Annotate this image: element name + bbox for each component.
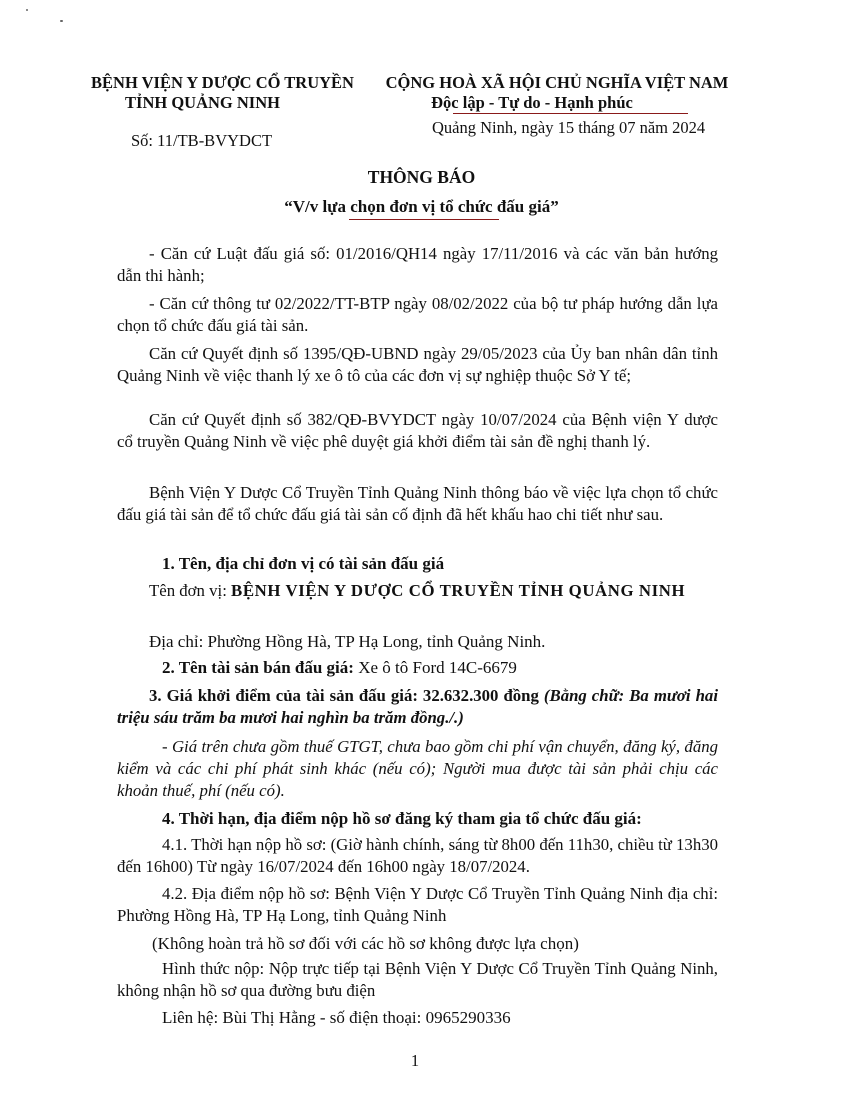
preamble-paragraph: Căn cứ Quyết định số 382/QĐ-BVYDCT ngày 10/07/2024 của Bệnh viện Y dược cổ truyền Quảng Ninh về việc phê duyệt giá khởi điểm tài sản đề nghị thanh lý.: [117, 410, 718, 451]
location-item: 4.2. Địa điểm nộp hồ sơ: Bệnh Viện Y Dược Cổ Truyền Tỉnh Quảng Ninh địa chỉ: Phường Hồng Hà, TP Hạ Long, tỉnh Quảng Ninh: [117, 884, 718, 925]
submission-method: Hình thức nộp: Nộp trực tiếp tại Bệnh Viện Y Dược Cổ Truyền Tỉnh Quảng Ninh, không nhận hồ sơ qua đường bưu điện: [117, 959, 718, 1000]
section-4-heading: 4. Thời hạn, địa điểm nộp hồ sơ đăng ký tham gia tổ chức đấu giá:: [162, 809, 642, 828]
unit-label: Tên đơn vị:: [149, 581, 232, 600]
section-2-heading: 2. Tên tài sản bán đấu giá:: [162, 658, 359, 677]
section-3-heading: 3. Giá khởi điểm của tài sản đấu giá: 32.632.300 đồng: [149, 686, 544, 705]
subject-underline: [349, 219, 499, 220]
price-in-words: (Bằng chữ: Ba mươi hai triệu sáu trăm ba mươi hai nghìn ba trăm đồng./.): [117, 686, 718, 727]
contact-line: Liên hệ: Bùi Thị Hằng - số điện thoại: 0965290336: [162, 1008, 511, 1027]
section-3-line: [117, 685, 718, 729]
preamble-paragraph: Bệnh Viện Y Dược Cổ Truyền Tỉnh Quảng Ninh thông báo về việc lựa chọn tổ chức đấu giá tài sản để tổ chức đấu giá tài sản cố định đã hết khấu hao chi tiết như sau.: [117, 483, 718, 524]
date-line: Quảng Ninh, ngày 15 tháng 07 năm 2024: [432, 118, 706, 137]
motto-underline: [453, 113, 688, 114]
nation-motto: Độc lập - Tự do - Hạnh phúc: [431, 93, 633, 112]
no-return-note: (Không hoàn trả hồ sơ đối với các hồ sơ không được lựa chọn): [152, 934, 579, 953]
page-number: 1: [410, 1051, 420, 1070]
document-number: Số: 11/TB-BVYDCT: [131, 131, 273, 150]
scan-speck: [26, 9, 28, 11]
scan-speck: [60, 20, 63, 22]
section-2-line: [162, 657, 517, 679]
unit-name: BỆNH VIỆN Y DƯỢC CỔ TRUYỀN TỈNH QUẢNG NINH: [231, 581, 686, 600]
unit-name-line: [117, 580, 718, 602]
org-name-line1: BỆNH VIỆN Y DƯỢC CỔ TRUYỀN: [91, 73, 354, 92]
org-name-line2: TỈNH QUẢNG NINH: [125, 93, 280, 112]
preamble-paragraph: Căn cứ Quyết định số 1395/QĐ-UBND ngày 29/05/2023 của Ủy ban nhân dân tỉnh Quảng Ninh về việc thanh lý xe ô tô của các đơn vị sự nghiệp thuộc Sở Y tế;: [117, 344, 718, 385]
preamble-paragraph: - Căn cứ thông tư 02/2022/TT-BTP ngày 08/02/2022 của bộ tư pháp hướng dẫn lựa chọn tổ chức đấu giá tài sản.: [117, 294, 718, 335]
nation-title: CỘNG HOÀ XÃ HỘI CHỦ NGHĨA VIỆT NAM: [385, 73, 729, 92]
asset-name: Xe ô tô Ford 14C-6679: [358, 658, 517, 677]
preamble-paragraph: - Căn cứ Luật đấu giá số: 01/2016/QH14 ngày 17/11/2016 và các văn bản hướng dẫn thi hành;: [117, 244, 718, 285]
unit-address: Địa chỉ: Phường Hồng Hà, TP Hạ Long, tỉnh Quảng Ninh.: [149, 632, 546, 651]
price-note: - Giá trên chưa gồm thuế GTGT, chưa bao gồm chi phí vận chuyển, đăng ký, đăng kiểm và các chi phí phát sinh khác (nếu có); Người mua được tài sản phải chịu các khoản thuế, phí (nếu có).: [117, 737, 718, 800]
deadline-item: 4.1. Thời hạn nộp hồ sơ: (Giờ hành chính, sáng từ 8h00 đến 11h30, chiều từ 13h30 đến 16h00) Từ ngày 16/07/2024 đến 16h00 ngày 18/07/2024.: [117, 835, 718, 876]
document-subject: “V/v lựa chọn đơn vị tổ chức đấu giá”: [284, 197, 559, 216]
document-title: THÔNG BÁO: [367, 167, 476, 187]
section-1-heading: 1. Tên, địa chỉ đơn vị có tài sản đấu giá: [162, 554, 445, 573]
